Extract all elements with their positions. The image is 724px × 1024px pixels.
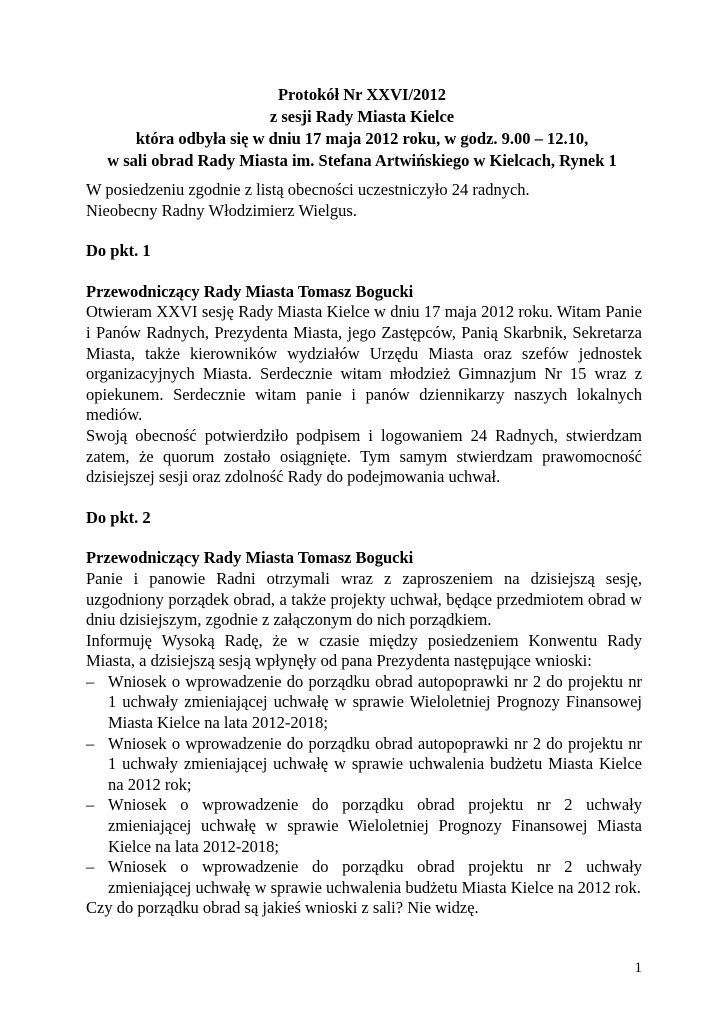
section-1-paragraph-1: Otwieram XXVI sesję Rady Miasta Kielce w dniu 17 maja 2012 roku. Witam Panie i Panów Radnych, Prezydenta Miasta, jego Zastępców, Panią Skarbnik, Sekretarza Miasta, także kierowników wydziałów Urzędu Miasta oraz szefów jednostek organizacyjnych Miasta. Serdecznie witam młodzież Gimnazjum Nr 15 wraz z opiekunem. Serdecznie witam panie i panów dziennikarzy naszych lokalnych mediów. xyxy=(86,302,642,425)
title-line-3: która odbyła się w dniu 17 maja 2012 roku, w godz. 9.00 – 12.10, xyxy=(135,129,589,148)
title-line-1: Protokół Nr XXVI/2012 xyxy=(277,85,447,104)
list-item xyxy=(86,672,642,734)
attendance-line-2: Nieobecny Radny Włodzimierz Wielgus. xyxy=(86,200,357,220)
section-2-heading: Do pkt. 2 xyxy=(86,507,151,527)
page-number: 1 xyxy=(634,960,642,976)
list-item-text: Wniosek o wprowadzenie do porządku obrad projektu nr 2 uchwały zmieniającej uchwałę w sprawie Wieloletniej Prognozy Finansowej Miasta Kielce na lata 2012-2018; xyxy=(108,795,642,856)
section-2-closing: Czy do porządku obrad są jakieś wnioski z sali? Nie widzę. xyxy=(86,898,479,918)
motions-list xyxy=(86,672,642,899)
list-item-text: Wniosek o wprowadzenie do porządku obrad autopoprawki nr 2 do projektu nr 1 uchwały zmieniającej uchwałę w sprawie Wieloletniej Prognozy Finansowej Miasta Kielce na lata 2012-2018; xyxy=(108,671,642,733)
list-item xyxy=(86,795,642,857)
list-item xyxy=(86,857,642,898)
section-2-speaker: Przewodniczący Rady Miasta Tomasz Bogucki xyxy=(86,548,414,568)
section-2-paragraph-2: Informuję Wysoką Radę, że w czasie między posiedzeniem Konwentu Rady Miasta, a dzisiejszą sesją wpłynęły od pana Prezydenta następujące wnioski: xyxy=(86,630,642,671)
section-1-paragraph-2: Swoją obecność potwierdziło podpisem i logowaniem 24 Radnych, stwierdzam zatem, że quorum zostało osiągnięte. Tym samym stwierdzam prawomocność dzisiejszej sesji oraz zdolność Rady do podejmowania uchwał. xyxy=(86,425,642,487)
section-1-heading: Do pkt. 1 xyxy=(86,241,151,261)
list-item xyxy=(86,734,642,796)
list-item-text: Wniosek o wprowadzenie do porządku obrad projektu nr 2 uchwały zmieniającej uchwałę w sprawie uchwalenia budżetu Miasta Kielce na 2012 rok. xyxy=(108,857,642,897)
list-item-text: Wniosek o wprowadzenie do porządku obrad autopoprawki nr 2 do projektu nr 1 uchwały zmieniającej uchwałę w sprawie uchwalenia budżetu Miasta Kielce na 2012 rok; xyxy=(108,733,642,794)
section-1-speaker: Przewodniczący Rady Miasta Tomasz Bogucki xyxy=(86,281,414,301)
document-body xyxy=(86,180,642,919)
section-2-paragraph-1: Panie i panowie Radni otrzymali wraz z zaproszeniem na dzisiejszą sesję, uzgodniony porządek obrad, a także projekty uchwał, będące przedmiotem obrad w dniu dzisiejszym, zgodnie z załączonym do nich porządkiem. xyxy=(86,568,642,630)
dash-bullet: – xyxy=(86,857,95,877)
attendance-line-1: W posiedzeniu zgodnie z listą obecności uczestniczyło 24 radnych. xyxy=(86,180,530,199)
title-line-2: z sesji Rady Miasta Kielce xyxy=(269,107,455,126)
dash-bullet: – xyxy=(86,671,95,691)
dash-bullet: – xyxy=(86,795,95,815)
dash-bullet: – xyxy=(86,733,95,753)
title-line-4: w sali obrad Rady Miasta im. Stefana Artwińskiego w Kielcach, Rynek 1 xyxy=(107,151,617,170)
document-title xyxy=(0,84,724,172)
